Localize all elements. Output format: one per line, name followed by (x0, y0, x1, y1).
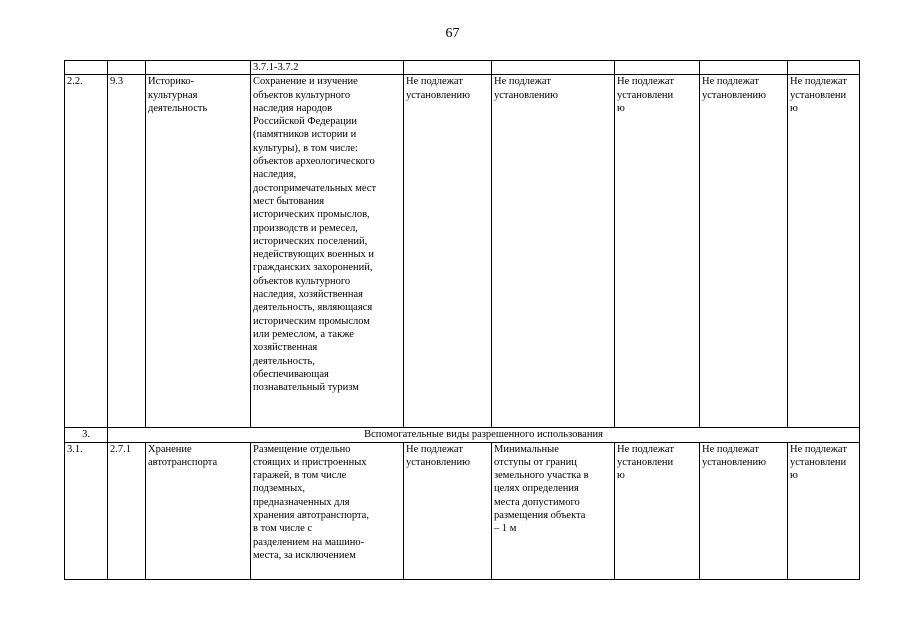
parameter-cell: Не подлежат установлению (404, 442, 492, 579)
table-cell (65, 61, 108, 75)
table-cell (700, 61, 788, 75)
parameter-cell: Минимальные отступы от границ земельного участка в целях определения места допустимого размещения объекта – 1 м (492, 442, 615, 579)
section-number: 3. (65, 428, 108, 442)
parameter-cell: Не подлежат установлени ю (788, 75, 860, 428)
parameter-cell: Не подлежат установлени ю (615, 75, 700, 428)
row-number: 2.2. (65, 75, 108, 428)
table-cell (788, 61, 860, 75)
table-row (65, 442, 860, 579)
use-code: 9.3 (108, 75, 146, 428)
section-row (65, 428, 860, 442)
parameter-cell: Не подлежат установлению (700, 442, 788, 579)
use-code: 2.7.1 (108, 442, 146, 579)
use-name: Историко- культурная деятельность (146, 75, 251, 428)
table-cell: 3.7.1-3.7.2 (251, 61, 404, 75)
parameter-cell: Не подлежат установлению (700, 75, 788, 428)
table-row (65, 75, 860, 428)
parameter-cell: Не подлежат установлению (404, 75, 492, 428)
table-cell (108, 61, 146, 75)
parameter-cell: Не подлежат установлени ю (615, 442, 700, 579)
use-name: Хранение автотранспорта (146, 442, 251, 579)
table-cell (404, 61, 492, 75)
table-cell (615, 61, 700, 75)
page-number: 67 (445, 26, 460, 41)
use-description: Сохранение и изучение объектов культурного наследия народов Российской Федерации (памятников истории и культуры), в том числе: объектов археологического наследия, достопримечательных мест мест бытования исторических промыслов, производств и ремесел, исторических поселений, недействующих военных и гражданских захоронений, объектов культурного наследия, хозяйственная деятельность, являющаяся историческим промыслом или ремеслом, а также хозяйственная деятельность, обеспечивающая познавательный туризм (251, 75, 404, 428)
section-title: Вспомогательные виды разрешенного использования (108, 428, 860, 442)
land-use-table (64, 60, 860, 580)
table-cell (146, 61, 251, 75)
parameter-cell: Не подлежат установлени ю (788, 442, 860, 579)
table-row (65, 61, 860, 75)
table-cell (492, 61, 615, 75)
use-description: Размещение отдельно стоящих и пристроенных гаражей, в том числе подземных, предназначенных для хранения автотранспорта, в том числе с разделением на машино- места, за исключением (251, 442, 404, 579)
parameter-cell: Не подлежат установлению (492, 75, 615, 428)
row-number: 3.1. (65, 442, 108, 579)
